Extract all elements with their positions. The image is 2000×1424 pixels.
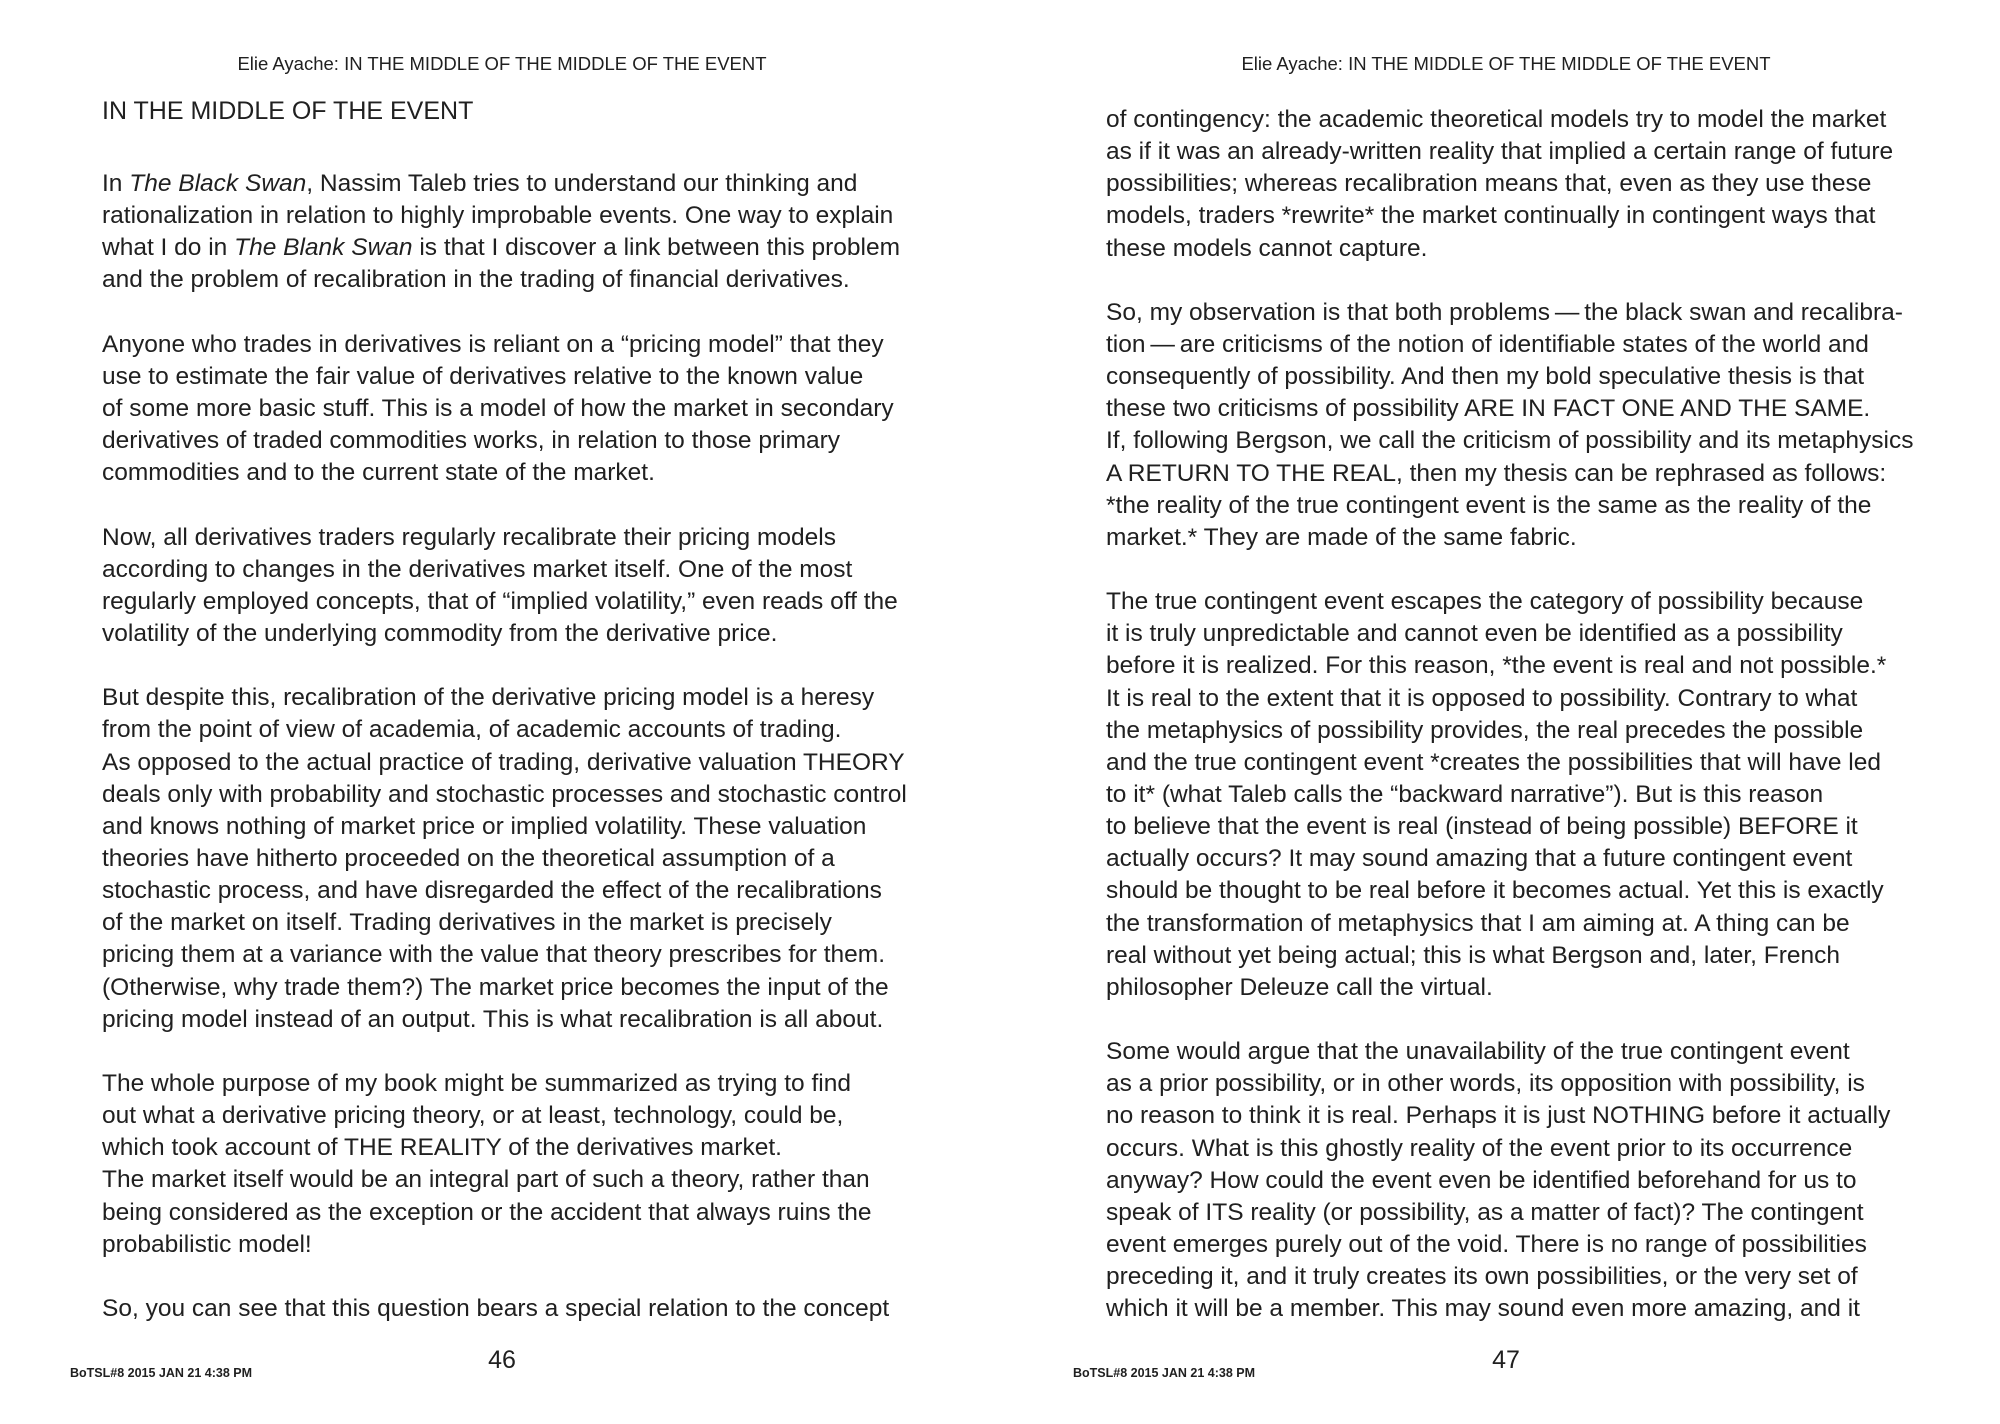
text-line: So, my observation is that both problems — the black swan and recalibra- bbox=[1106, 298, 1903, 326]
paragraph bbox=[1106, 1036, 1913, 1325]
text-line: event emerges purely out of the void. There is no range of possibilities bbox=[1106, 1230, 1867, 1258]
text-line: possibilities; whereas recalibration means that, even as they use these bbox=[1106, 170, 1872, 198]
text-line: consequently of possibility. And then my bold speculative thesis is that bbox=[1106, 363, 1865, 391]
text-line: (Otherwise, why trade them?) The market price becomes the input of the bbox=[102, 973, 889, 1001]
text-line: theories have hitherto proceeded on the theoretical assumption of a bbox=[102, 844, 835, 872]
text-line: anyway? How could the event even be identified beforehand for us to bbox=[1106, 1166, 1857, 1194]
text-line: and the true contingent event *creates the possibilities that will have led bbox=[1106, 748, 1881, 776]
text-segment: is that I discover a link between this problem bbox=[412, 234, 901, 262]
text-line: actually occurs? It may sound amazing that a future contingent event bbox=[1106, 845, 1853, 873]
paragraph bbox=[102, 329, 907, 490]
text-line: regularly employed concepts, that of “implied volatility,” even reads off the bbox=[102, 587, 898, 615]
paragraph bbox=[1106, 586, 1913, 1004]
text-line: which it will be a member. This may sound even more amazing, and it bbox=[1106, 1295, 1860, 1323]
text-line: and the problem of recalibration in the trading of financial derivatives. bbox=[102, 266, 850, 294]
text-line: tion — are criticisms of the notion of identifiable states of the world and bbox=[1106, 330, 1869, 358]
text-line: it is truly unpredictable and cannot even be identified as a possibility bbox=[1106, 620, 1843, 648]
text-line: models, traders *rewrite* the market continually in contingent ways that bbox=[1106, 202, 1876, 230]
book-title-italic: The Black Swan bbox=[129, 170, 307, 197]
text-line: use to estimate the fair value of derivatives relative to the known value bbox=[102, 362, 864, 390]
text-line: Some would argue that the unavailability of the true contingent event bbox=[1106, 1038, 1850, 1066]
text-line: The market itself would be an integral part of such a theory, rather than bbox=[102, 1166, 870, 1194]
paragraph bbox=[102, 168, 907, 297]
text-line: preceding it, and it truly creates its own possibilities, or the very set of bbox=[1106, 1263, 1858, 1291]
text-line: no reason to think it is real. Perhaps it is just NOTHING before it actually bbox=[1106, 1102, 1891, 1130]
text-line: So, you can see that this question bears a special relation to the concept bbox=[102, 1294, 890, 1322]
text-line: real without yet being actual; this is what Bergson and, later, French bbox=[1106, 941, 1841, 969]
text-line bbox=[102, 168, 907, 200]
text-line: stochastic process, and have disregarded the effect of the recalibrations bbox=[102, 877, 882, 905]
text-line: of contingency: the academic theoretical models try to model the market bbox=[1106, 106, 1887, 133]
paragraph bbox=[1106, 297, 1913, 554]
text-line: The true contingent event escapes the category of possibility because bbox=[1106, 588, 1864, 616]
text-line: probabilistic model! bbox=[102, 1230, 312, 1258]
text-line: to it* (what Taleb calls the “backward narrative”). But is this reason bbox=[1106, 780, 1824, 808]
text-line: Now, all derivatives traders regularly recalibrate their pricing models bbox=[102, 523, 836, 551]
text-line: pricing them at a variance with the value that theory prescribes for them. bbox=[102, 941, 886, 969]
text-line: A RETURN TO THE REAL, then my thesis can be rephrased as follows: bbox=[1106, 459, 1887, 487]
paragraph bbox=[1106, 104, 1913, 265]
text-line: as if it was an already-written reality that implied a certain range of future bbox=[1106, 138, 1894, 166]
section-title: IN THE MIDDLE OF THE EVENT bbox=[102, 97, 474, 125]
print-slug: BoTSL#8 2015 JAN 21 4:38 PM bbox=[1073, 1366, 1256, 1380]
text-line: deals only with probability and stochastic processes and stochastic control bbox=[102, 780, 907, 808]
text-line: derivatives of traded commodities works, in relation to those primary bbox=[102, 427, 841, 455]
text-line: which took account of THE REALITY of the derivatives market. bbox=[102, 1134, 782, 1162]
text-line: occurs. What is this ghostly reality of the event prior to its occurrence bbox=[1106, 1134, 1853, 1162]
text-line: of some more basic stuff. This is a model of how the market in secondary bbox=[102, 394, 894, 422]
text-segment: what I do in bbox=[102, 234, 235, 262]
text-line: according to changes in the derivatives market itself. One of the most bbox=[102, 555, 853, 583]
text-segment: , Nassim Taleb tries to understand our thinking and bbox=[306, 170, 858, 197]
text-line: If, following Bergson, we call the criticism of possibility and its metaphysics bbox=[1106, 427, 1914, 455]
paragraph bbox=[102, 522, 907, 651]
text-line: out what a derivative pricing theory, or at least, technology, could be, bbox=[102, 1102, 844, 1130]
paragraph bbox=[102, 1293, 907, 1325]
text-line: to believe that the event is real (instead of being possible) BEFORE it bbox=[1106, 813, 1858, 841]
text-line: pricing model instead of an output. This is what recalibration is all about. bbox=[102, 1005, 884, 1033]
text-line: from the point of view of academia, of academic accounts of trading. bbox=[102, 716, 842, 744]
text-segment: In bbox=[102, 170, 130, 197]
body-text bbox=[102, 168, 907, 1357]
text-line: the transformation of metaphysics that I am aiming at. A thing can be bbox=[1106, 909, 1850, 937]
right-page bbox=[1000, 0, 2000, 1424]
text-line: these two criticisms of possibility ARE IN FACT ONE AND THE SAME. bbox=[1106, 395, 1871, 423]
text-line: Anyone who trades in derivatives is reliant on a “pricing model” that they bbox=[102, 330, 884, 358]
text-line: The whole purpose of my book might be summarized as trying to find bbox=[102, 1069, 851, 1097]
text-line: philosopher Deleuze call the virtual. bbox=[1106, 973, 1493, 1001]
text-line: and knows nothing of market price or implied volatility. These valuation bbox=[102, 812, 867, 840]
book-title-italic: The Blank Swan bbox=[234, 234, 413, 262]
text-line: volatility of the underlying commodity from the derivative price. bbox=[102, 619, 778, 647]
text-line: As opposed to the actual practice of trading, derivative valuation THEORY bbox=[102, 748, 905, 776]
text-line: of the market on itself. Trading derivatives in the market is precisely bbox=[102, 909, 832, 937]
text-line: the metaphysics of possibility provides, the real precedes the possible bbox=[1106, 716, 1864, 744]
text-line: should be thought to be real before it becomes actual. Yet this is exactly bbox=[1106, 877, 1884, 905]
text-line: these models cannot capture. bbox=[1106, 234, 1428, 262]
text-line: It is real to the extent that it is opposed to possibility. Contrary to what bbox=[1106, 684, 1858, 712]
text-line: as a prior possibility, or in other words, its opposition with possibility, is bbox=[1106, 1070, 1865, 1098]
text-line: rationalization in relation to highly improbable events. One way to explain bbox=[102, 202, 894, 230]
text-line: being considered as the exception or the accident that always ruins the bbox=[102, 1198, 872, 1226]
text-line: commodities and to the current state of the market. bbox=[102, 459, 655, 487]
text-line: market.* They are made of the same fabric. bbox=[1106, 523, 1577, 551]
text-line bbox=[102, 232, 907, 264]
paragraph bbox=[102, 682, 907, 1036]
text-line: *the reality of the true contingent event is the same as the reality of the bbox=[1106, 491, 1872, 519]
print-slug: BoTSL#8 2015 JAN 21 4:38 PM bbox=[70, 1366, 253, 1380]
text-line: speak of ITS reality (or possibility, as a matter of fact)? The contingent bbox=[1106, 1198, 1864, 1226]
body-text bbox=[1106, 104, 1913, 1357]
text-line: But despite this, recalibration of the derivative pricing model is a heresy bbox=[102, 684, 875, 712]
page-number: 46 bbox=[488, 1346, 516, 1374]
running-header: Elie Ayache: IN THE MIDDLE OF THE MIDDLE OF THE EVENT bbox=[237, 53, 767, 74]
paragraph bbox=[102, 1068, 907, 1261]
page-number: 47 bbox=[1492, 1346, 1520, 1374]
text-line: before it is realized. For this reason, *the event is real and not possible.* bbox=[1106, 652, 1887, 680]
running-header: Elie Ayache: IN THE MIDDLE OF THE MIDDLE OF THE EVENT bbox=[1241, 53, 1771, 74]
